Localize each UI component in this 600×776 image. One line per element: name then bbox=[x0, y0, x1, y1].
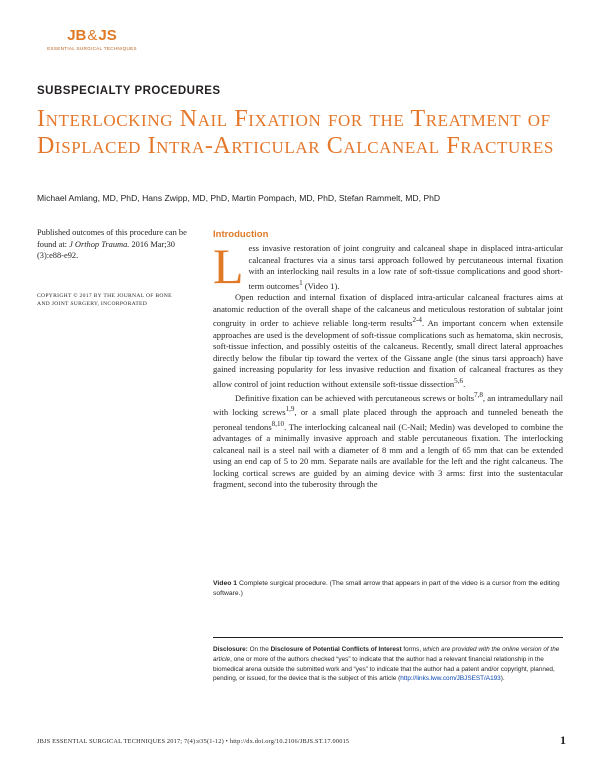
intro-paragraph-2: Open reduction and internal fixation of displaced intra-articular calcaneal fractures aims at anatomic reduction of the overall shape of the calcaneus and meticulous restoration of subtalar joint congruity in order to achieve reliable long-term results$^{2-4}$. An important concern when extensile approaches are used is the development of soft-tissue complications such as hematoma, skin necrosis, soft-tissue infection, and possibly osteitis of the calcaneus. Recently, small direct lateral approaches directly below the fibular tip toward the vertex of the Gissane angle (the sinus tarsi approach) have gained increasing popularity for less invasive reduction and fixation of calcaneal fractures as they allow control of joint reduction without extensile soft-tissue dissection$^{5,6}$. bbox=[213, 292, 564, 389]
conflicts-forms-link[interactable]: Disclosure of Potential Conflicts of Interest bbox=[270, 646, 402, 653]
copyright-notice: COPYRIGHT © 2017 BY THE JOURNAL OF BONE AND JOINT SURGERY, INCORPORATED bbox=[37, 293, 172, 307]
outcomes-citation: 2016 Mar;30 (3):e88-e92. bbox=[37, 239, 175, 260]
intro-paragraph-1: Less invasive restoration of joint congruity and calcaneal shape in displaced intra-articular calcaneal fractures via a sinus tarsi approach followed by percutaneous internal fixation with an interlocking nail results in a low rate of soft-tissue complications and good short-term outcomes$^1$ (Video 1). bbox=[213, 238, 563, 294]
logo-jb: JB bbox=[67, 27, 87, 44]
intro-paragraph-3: Definitive fixation can be achieved with percutaneous screws or bolts$^{7,8}$, an intramedullary nail with locking screws$^{1,9}$, or a small plate placed through the approach and tunneled beneath the peroneal tendons$^{8,10}$. The interlocking calcaneal nail (C-Nail; Medin) was developed to combine the advantages of a minimally invasive approach and stable percutaneous fixation. The interlocking calcaneal nail is a steel nail with a diameter of 8 mm and a length of 65 mm that can be extended using an end cap of 5 to 20 mm. Separate nails are available for the left and the right calcaneus. The locking cortical screws are guided by an aiming device with 3 arms: first into the sustentacular fragment, second into the tuberosity through the bbox=[213, 391, 564, 490]
journal-logo bbox=[37, 28, 147, 51]
disclosure-url-link[interactable]: http://links.lww.com/JBJSEST/A193 bbox=[400, 675, 501, 683]
introduction-body bbox=[213, 238, 564, 491]
logo-wordmark bbox=[37, 28, 147, 43]
introduction-heading: Introduction bbox=[213, 229, 269, 240]
logo-js: JS bbox=[98, 27, 117, 44]
author-list: Michael Amlang, MD, PhD, Hans Zwipp, MD, PhD, Martin Pompach, MD, PhD, Stefan Rammelt, MD, PhD bbox=[37, 193, 441, 203]
drop-cap: L bbox=[213, 238, 244, 294]
outcomes-note-text: Published outcomes of this procedure can be found at: bbox=[37, 228, 187, 249]
section-label: SUBSPECIALTY PROCEDURES bbox=[37, 85, 221, 97]
logo-ampersand: & bbox=[87, 27, 98, 44]
outcomes-note bbox=[37, 227, 187, 262]
article-title: Interlocking Nail Fixation for the Treatment of Displaced Intra-Articular Calcaneal Fractures bbox=[37, 106, 554, 159]
outcomes-journal-link[interactable]: J Orthop Trauma. bbox=[69, 239, 130, 249]
video-caption: Video 1 Complete surgical procedure. (The small arrow that appears in part of the video is a cursor from the editing software.) bbox=[213, 580, 560, 597]
page-number: 1 bbox=[560, 733, 566, 747]
disclosure-divider bbox=[213, 637, 563, 638]
video-label[interactable]: Video 1 bbox=[213, 580, 238, 587]
disclosure-statement: Disclosure: On the Disclosure of Potential Conflicts of Interest forms, which are provided with the online version of the article, one or more of the authors checked “yes” to indicate that the author had a relevant financial relationship in the biomedical arena outside the submitted work and “yes” to indicate that the author had a patent and/or copyright, planned, pending, or issued, for the device that is the subject of this article (http://links.lww.com/JBJSEST/A193). bbox=[213, 646, 560, 683]
logo-subtitle: ESSENTIAL SURGICAL TECHNIQUES bbox=[47, 46, 137, 51]
page-footer: JBJS ESSENTIAL SURGICAL TECHNIQUES 2017; 7(4):e35(1-12) • http://dx.doi.org/10.2106/JBJS.ST.17.00015 bbox=[37, 738, 350, 745]
